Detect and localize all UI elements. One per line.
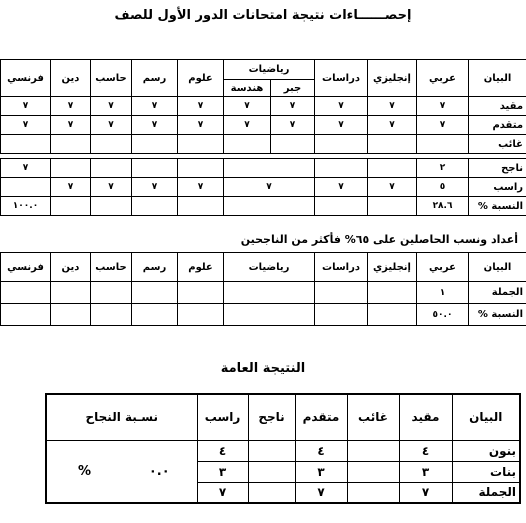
cell: ٣ — [295, 461, 347, 482]
header-label: البيان — [452, 394, 520, 440]
header-attended: متقدم — [295, 394, 347, 440]
cell: ٧ — [224, 97, 271, 116]
row-rate — [1, 197, 526, 216]
row-label: النسبة % — [469, 197, 526, 216]
row-label: راسب — [469, 178, 526, 197]
cell: ٧ — [1, 159, 51, 178]
header-arabic: عربي — [417, 253, 469, 282]
cell: ٧ — [51, 178, 91, 197]
row-label: متقدم — [469, 116, 526, 135]
top-students-table — [0, 252, 526, 326]
cell: ٧ — [315, 97, 368, 116]
cell: ٤ — [197, 440, 248, 461]
cell: ٧ — [178, 178, 224, 197]
row-label: النسبة % — [469, 304, 526, 326]
header-label: البيان — [469, 60, 526, 97]
cell: ٧ — [132, 97, 178, 116]
cell: ٧ — [197, 482, 248, 503]
row-total — [1, 282, 526, 304]
cell: ٧ — [315, 116, 368, 135]
header-computer: حاسب — [91, 60, 132, 97]
header-arabic: عربي — [417, 60, 469, 97]
general-result-table — [45, 393, 521, 504]
header-french: فرنسي — [1, 60, 51, 97]
general-result-title: النتيجة العامة — [220, 361, 306, 376]
cell: ٧ — [224, 116, 271, 135]
cell: ٧ — [178, 97, 224, 116]
cell: ٧ — [178, 116, 224, 135]
row-rate — [1, 304, 526, 326]
header-religion: دين — [51, 60, 91, 97]
cell: ٤ — [399, 440, 452, 461]
header-math: رياضيات — [224, 253, 315, 282]
pass-rate-value: ٠.٠ — [148, 463, 170, 479]
header-french: فرنسي — [1, 253, 51, 282]
row-label: الجملة — [452, 482, 520, 503]
header-failed: راسب — [197, 394, 248, 440]
cell: ٧ — [91, 97, 132, 116]
header-absent: غائب — [347, 394, 399, 440]
header-social: دراسات — [315, 60, 368, 97]
cell: ٢ — [417, 159, 469, 178]
subject-stats-table — [0, 59, 526, 216]
row-label: بنون — [452, 440, 520, 461]
cell: ١ — [417, 282, 469, 304]
cell: ١٠٠.٠ — [1, 197, 51, 216]
row-label: غائب — [469, 135, 526, 154]
cell: ٧ — [271, 116, 315, 135]
header-science: علوم — [178, 253, 224, 282]
header-math-algebra: جبر — [271, 80, 315, 97]
cell: ٧ — [51, 97, 91, 116]
row-passed — [1, 159, 526, 178]
row-absent — [1, 135, 526, 154]
row-failed — [1, 178, 526, 197]
pass-rate-unit: % — [77, 463, 92, 479]
header-english: إنجليزي — [368, 253, 417, 282]
row-boys — [46, 440, 520, 461]
header-computer: حاسب — [91, 253, 132, 282]
header-passed: ناجح — [248, 394, 295, 440]
row-registered — [1, 97, 526, 116]
row-label: بنات — [452, 461, 520, 482]
header-pass-rate: نسـبة النجاح — [46, 394, 197, 440]
cell: ٧ — [315, 178, 368, 197]
cell: ٧ — [91, 178, 132, 197]
cell: ٥٠.٠ — [417, 304, 469, 326]
header-science: علوم — [178, 60, 224, 97]
cell: ٧ — [368, 97, 417, 116]
cell: ٧ — [1, 116, 51, 135]
cell: ٧ — [271, 97, 315, 116]
cell: ٤ — [295, 440, 347, 461]
cell: ٣ — [399, 461, 452, 482]
cell: ٥ — [417, 178, 469, 197]
header-social: دراسات — [315, 253, 368, 282]
header-registered: مقيد — [399, 394, 452, 440]
row-attended — [1, 116, 526, 135]
cell: ٣ — [197, 461, 248, 482]
cell: ٧ — [417, 116, 469, 135]
cell: ٧ — [399, 482, 452, 503]
cell: ٧ — [91, 116, 132, 135]
page-title: إحصــــــاءات نتيجة امتحانات الدور الأول للصف — [114, 8, 412, 23]
cell: ٧ — [295, 482, 347, 503]
header-religion: دين — [51, 253, 91, 282]
cell: ٢٨.٦ — [417, 197, 469, 216]
section-subtitle: أعداد ونسب الحاصلين على ٦٥% فأكثر من الناجحين — [240, 233, 518, 246]
cell: ٧ — [417, 97, 469, 116]
row-label: الجملة — [469, 282, 526, 304]
cell: ٧ — [1, 97, 51, 116]
cell: ٧ — [132, 178, 178, 197]
cell: ٧ — [368, 116, 417, 135]
header-math-geometry: هندسة — [224, 80, 271, 97]
header-drawing: رسم — [132, 253, 178, 282]
cell: ٧ — [51, 116, 91, 135]
header-label: البيان — [469, 253, 526, 282]
cell: ٧ — [132, 116, 178, 135]
header-english: إنجليزي — [368, 60, 417, 97]
header-drawing: رسم — [132, 60, 178, 97]
cell: ٧ — [368, 178, 417, 197]
cell: ٧ — [224, 178, 315, 197]
row-label: ناجح — [469, 159, 526, 178]
row-label: مقيد — [469, 97, 526, 116]
header-math: رياضيات — [224, 60, 315, 80]
